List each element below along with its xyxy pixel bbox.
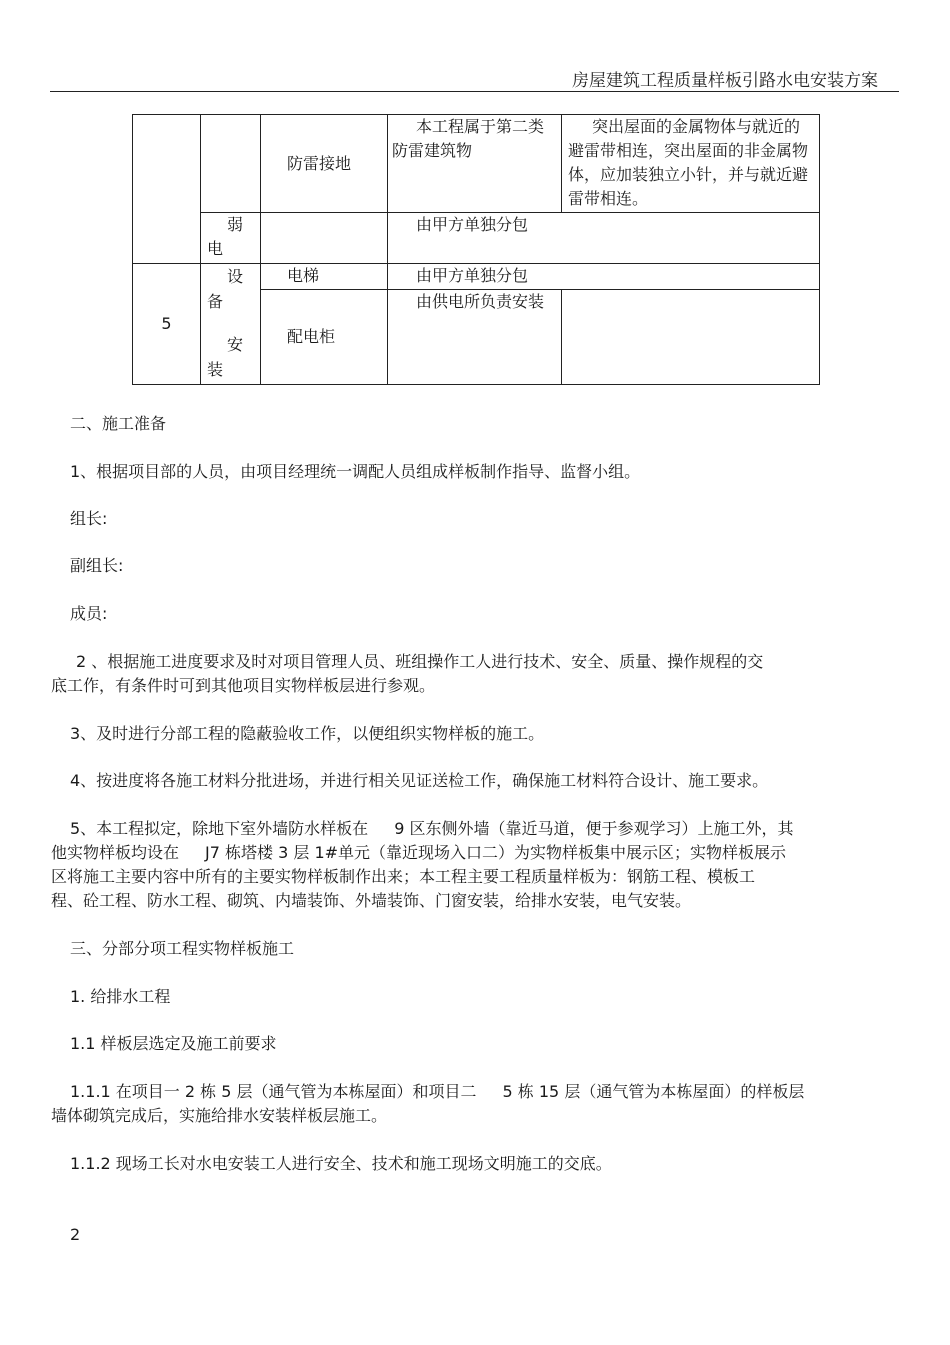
installation-spec-table	[132, 114, 820, 385]
paragraph: 1.1.2 现场工长对水电安装工人进行安全、技术和施工现场文明施工的交底。	[70, 1154, 612, 1173]
group-label-bottom: 安装	[207, 335, 244, 379]
group-number-cell: 5	[133, 264, 201, 385]
section-heading: 二、施工准备	[70, 414, 167, 433]
paragraph: 2 、根据施工进度要求及时对项目管理人员、班组操作工人进行技术、安全、质量、操作规程的交	[76, 652, 764, 671]
text-run: 5、本工程拟定，除地下室外墙防水样板在	[70, 819, 369, 838]
table-row	[133, 213, 820, 264]
paragraph: 墙体砌筑完成后，实施给排水安装样板层施工。	[51, 1106, 388, 1125]
page-number: 2	[70, 1225, 81, 1244]
group-label-cell	[201, 264, 261, 385]
table-cell	[133, 115, 201, 264]
paragraph: 区将施工主要内容中所有的主要实物样板制作出来；本工程主要工程质量样板为：钢筋工程、模板工	[51, 867, 756, 886]
paragraph	[70, 817, 793, 840]
lightning-item-cell: 防雷接地	[261, 115, 388, 213]
text-run: 他实物样板均设在	[51, 843, 180, 862]
paragraph	[51, 841, 786, 864]
document-header-title: 房屋建筑工程质量样板引路水电安装方案	[572, 71, 878, 91]
group-label-top: 设备	[207, 267, 244, 311]
cabinet-item-cell: 配电柜	[261, 290, 388, 385]
lightning-desc-cell: 本工程属于第二类防雷建筑物	[388, 115, 562, 213]
paragraph: 4、按进度将各施工材料分批进场，并进行相关见证送检工作，确保施工材料符合设计、施工要求。	[70, 771, 769, 790]
vice-leader-line: 副组长:	[70, 556, 124, 575]
paragraph: 程、砼工程、防水工程、砌筑、内墙装饰、外墙装饰、门窗安装，给排水安装，电气安装。	[51, 891, 692, 910]
elevator-desc-cell: 由甲方单独分包	[388, 264, 820, 290]
subsection-heading: 1.1 样板层选定及施工前要求	[70, 1034, 277, 1053]
paragraph: 1、根据项目部的人员，由项目经理统一调配人员组成样板制作指导、监督小组。	[70, 462, 641, 481]
table-row	[133, 115, 820, 213]
paragraph	[70, 1080, 804, 1103]
weak-current-label-cell: 弱电	[201, 213, 261, 264]
text-run: 9 区东侧外墙（靠近马道，便于参观学习）上施工外，其	[394, 819, 794, 838]
text-run: 1.1.1 在项目一 2 栋 5 层（通气管为本栋屋面）和项目二	[70, 1082, 477, 1101]
subsection-heading: 1. 给排水工程	[70, 987, 171, 1006]
paragraph: 底工作，有条件时可到其他项目实物样板层进行参观。	[51, 676, 436, 695]
team-leader-line: 组长:	[70, 509, 108, 528]
section-heading: 三、分部分项工程实物样板施工	[70, 939, 295, 958]
text-run: J7 栋塔楼 3 层 1#单元（靠近现场入口二）为实物样板集中展示区；实物样板展示	[205, 843, 787, 862]
table-cell	[562, 290, 820, 385]
table-row	[133, 264, 820, 290]
header-divider	[50, 91, 899, 92]
paragraph: 3、及时进行分部工程的隐蔽验收工作，以便组织实物样板的施工。	[70, 724, 545, 743]
weak-current-desc-cell: 由甲方单独分包	[388, 213, 820, 264]
cabinet-desc-cell: 由供电所负责安装	[388, 290, 562, 385]
table-cell	[261, 213, 388, 264]
text-run: 5 栋 15 层（通气管为本栋屋面）的样板层	[502, 1082, 805, 1101]
members-line: 成员:	[70, 604, 108, 623]
lightning-req-cell: 突出屋面的金属物体与就近的避雷带相连，突出屋面的非金属物体，应加装独立小针，并与就近避雷带相连。	[562, 115, 820, 213]
elevator-item-cell: 电梯	[261, 264, 388, 290]
table-cell	[201, 115, 261, 213]
